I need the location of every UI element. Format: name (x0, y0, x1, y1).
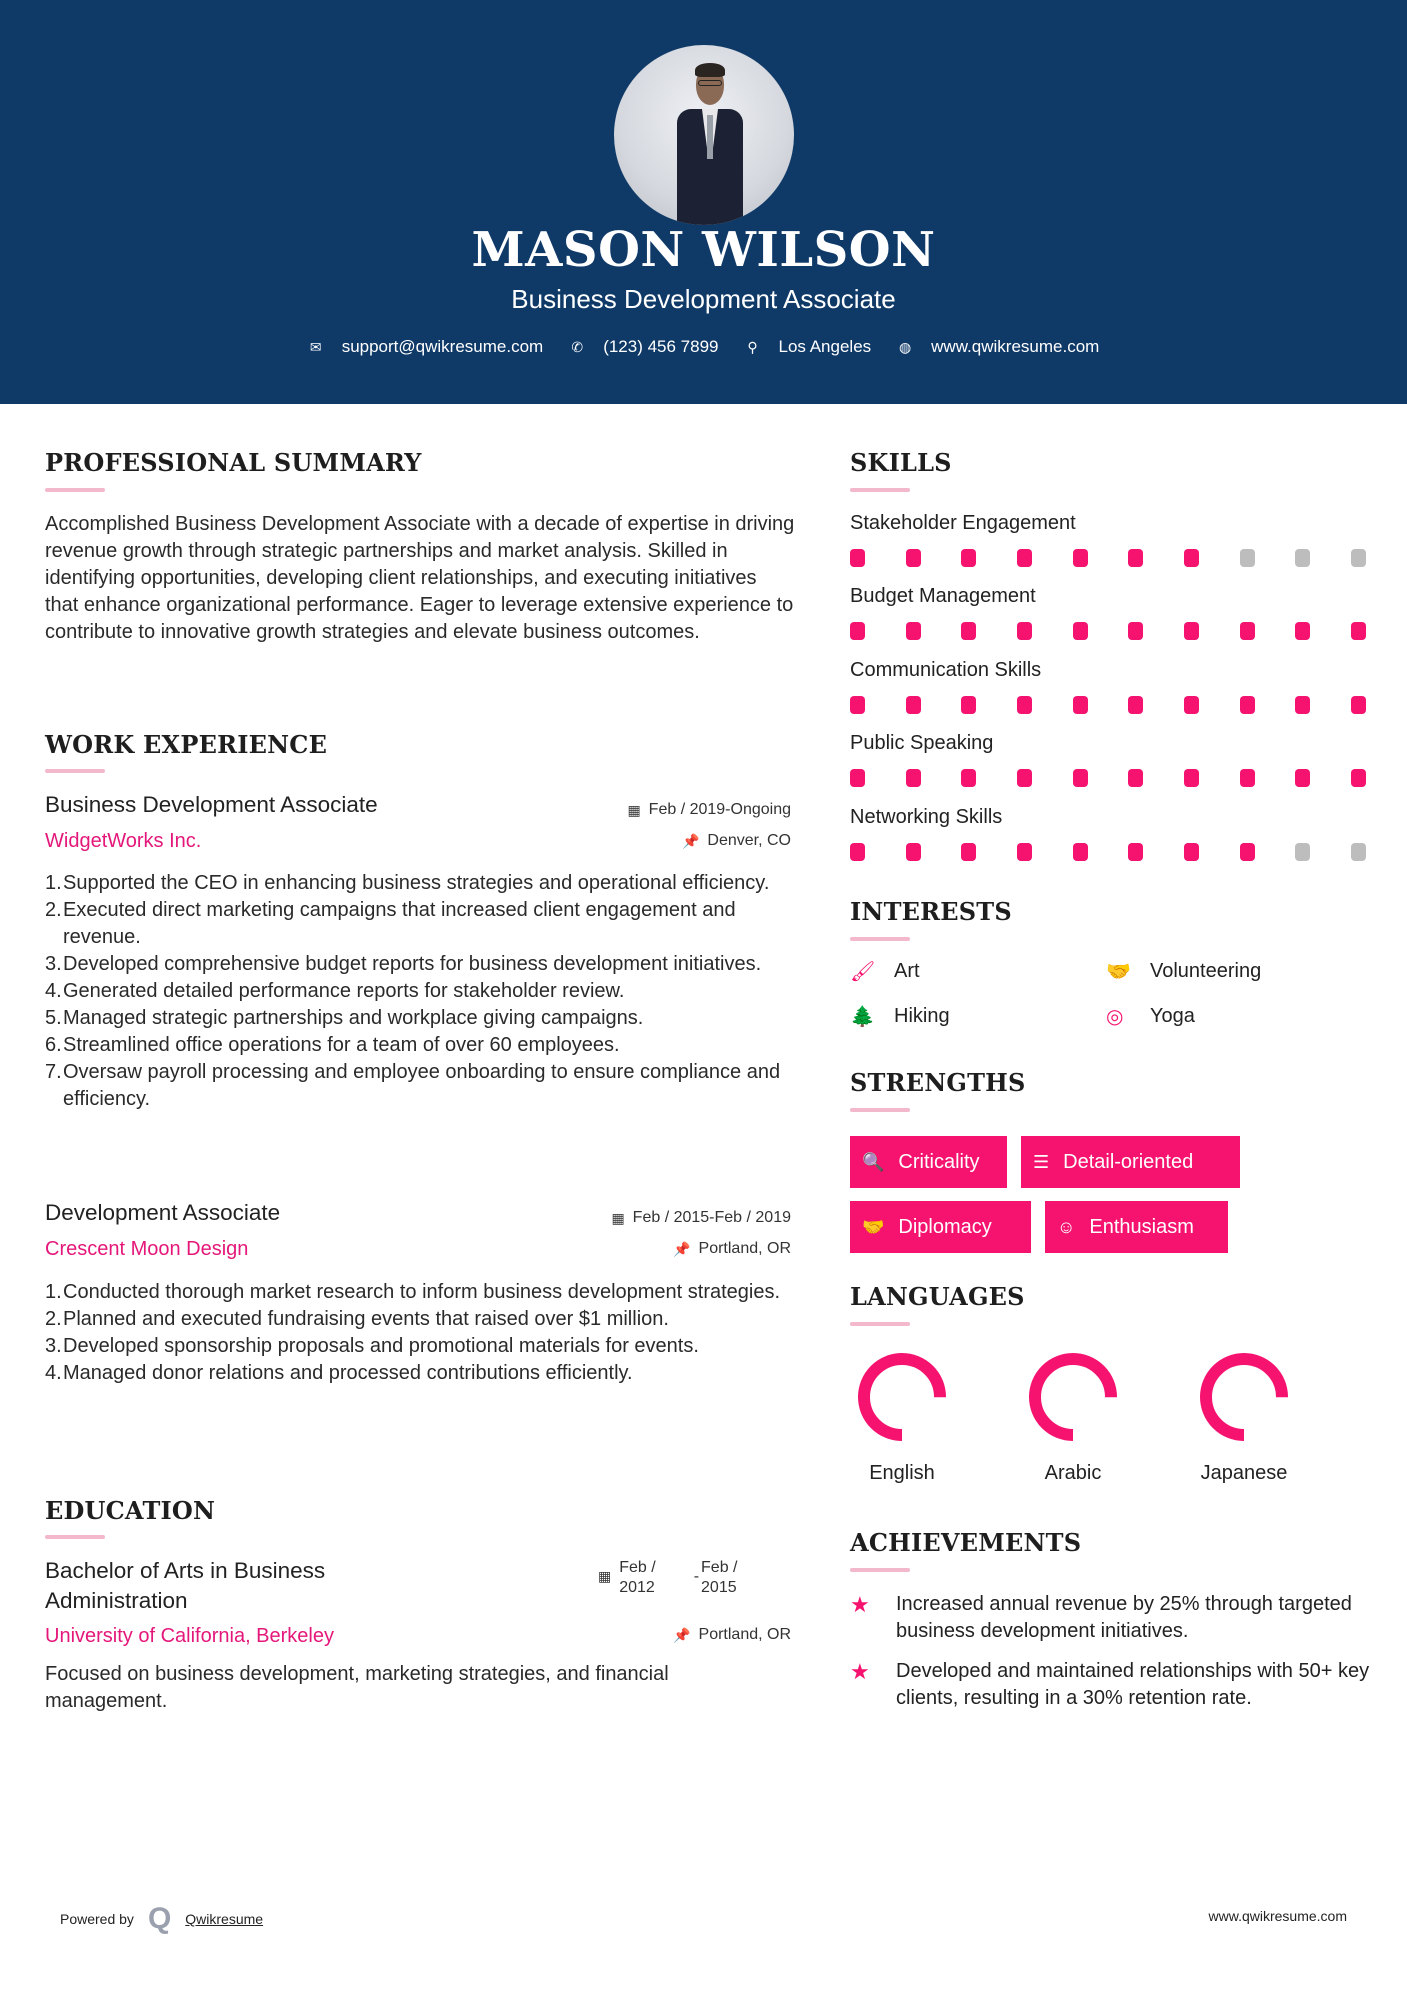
strength-label: Detail-oriented (1063, 1150, 1194, 1173)
tree-icon: 🌲 (850, 1006, 875, 1028)
language-label: Japanese (1200, 1462, 1288, 1484)
interest-item (850, 1004, 950, 1029)
job-location-text: Portland, OR (698, 1240, 791, 1257)
job-dates (560, 801, 791, 819)
summary-heading: PROFESSIONAL SUMMARY (45, 448, 422, 477)
skill-dot (1017, 696, 1032, 714)
interest-item (1106, 959, 1261, 984)
achievement-text: Developed and maintained relationships with 50+ key clients, resulting in a 30% retention rate. (896, 1660, 1370, 1709)
skill-dot (1184, 843, 1199, 861)
skill-dot (1128, 843, 1143, 861)
education-start-year: 2012 (619, 1579, 655, 1596)
contact-location (745, 337, 872, 357)
language-item (1018, 1352, 1128, 1485)
language-label: English (869, 1462, 935, 1484)
languages-heading: LANGUAGES (850, 1282, 1025, 1311)
strength-badge (850, 1136, 1007, 1188)
skill-dot (1017, 622, 1032, 640)
skill-dot (1073, 769, 1088, 787)
skill-dot (906, 843, 921, 861)
skill-dot (850, 622, 865, 640)
strength-label: Diplomacy (898, 1215, 992, 1238)
strength-label: Criticality (898, 1150, 980, 1173)
skill-dot (1295, 696, 1310, 714)
life-ring-icon: ◎ (1106, 1006, 1124, 1028)
achievements-underline (850, 1568, 910, 1572)
pin-icon: 📌 (673, 1626, 691, 1643)
skill-dot (1351, 843, 1366, 861)
skill-dot (1073, 843, 1088, 861)
skill-dot (1073, 549, 1088, 567)
list-item: 3. Developed comprehensive budget reports for business development initiatives. (45, 953, 762, 975)
list-item: 2. Executed direct marketing campaigns that increased client engagement and revenue. (45, 899, 736, 948)
qwikresume-logo-icon: Q (147, 1902, 172, 1935)
education-description: Focused on business development, marketing strategies, and financial management. (45, 1663, 669, 1712)
strength-badge (1021, 1136, 1240, 1188)
phone-icon: ✆ (571, 338, 584, 355)
calendar-icon: ▦ (598, 1568, 612, 1584)
skill-dot (850, 549, 865, 567)
language-progress-ring (1028, 1352, 1118, 1442)
skill-dot (906, 622, 921, 640)
skill-rating (850, 696, 1366, 714)
skill-dot (1351, 769, 1366, 787)
education-date-separator: - (693, 1568, 700, 1585)
resume-header (0, 0, 1407, 404)
interest-label: Art (894, 960, 920, 982)
handshake-icon: 🤝 (862, 1216, 885, 1237)
achievement-text: Increased annual revenue by 25% through targeted business development initiatives. (896, 1593, 1352, 1642)
contact-phone-text: (123) 456 7899 (603, 337, 719, 356)
skill-dot (1240, 696, 1255, 714)
education-location-text: Portland, OR (698, 1626, 791, 1643)
candidate-title: Business Development Associate (511, 284, 896, 314)
skill-rating (850, 769, 1366, 787)
education-heading: EDUCATION (45, 1496, 216, 1525)
interests-heading: INTERESTS (850, 897, 1012, 926)
candidate-name: MASON WILSON (471, 222, 936, 278)
job-location (560, 832, 791, 850)
company-name: WidgetWorks Inc. (45, 830, 202, 852)
pin-icon: 📌 (673, 1240, 691, 1257)
interest-item (850, 959, 920, 984)
contact-email-text: support@qwikresume.com (341, 337, 544, 356)
language-item (847, 1352, 957, 1485)
skill-dot (1240, 622, 1255, 640)
language-label: Arabic (1044, 1462, 1102, 1484)
achievements-heading: ACHIEVEMENTS (850, 1528, 1082, 1557)
job-title: Development Associate (45, 1200, 281, 1225)
skill-dot (961, 696, 976, 714)
search-icon: 🔍 (862, 1151, 885, 1172)
skill-dot (1351, 696, 1366, 714)
powered-by-text: Powered by (60, 1911, 134, 1927)
degree-title: Bachelor of Arts in Business Administration (45, 1558, 326, 1613)
skill-label: Networking Skills (850, 806, 1003, 828)
calendar-icon: ▦ (627, 801, 641, 818)
achievement-item (850, 1658, 1370, 1712)
strengths-heading: STRENGTHS (850, 1068, 1026, 1097)
globe-icon: ◍ (899, 338, 912, 355)
strength-label: Enthusiasm (1089, 1215, 1194, 1238)
brand-link[interactable]: Qwikresume (185, 1911, 264, 1927)
list-icon: ☰ (1033, 1151, 1050, 1172)
list-item: 7. Oversaw payroll processing and employee onboarding to ensure compliance and efficiency. (45, 1061, 781, 1110)
job-dates-text: Feb / 2015-Feb / 2019 (632, 1209, 791, 1226)
skill-dot (906, 696, 921, 714)
shooting-star-icon: ★ (850, 1659, 870, 1684)
skill-label: Public Speaking (850, 732, 994, 754)
skill-dot (961, 622, 976, 640)
contact-phone[interactable] (569, 337, 718, 357)
job-dates-text: Feb / 2019-Ongoing (648, 801, 791, 818)
calendar-icon: ▦ (611, 1209, 625, 1226)
skill-dot (1017, 843, 1032, 861)
skill-dot (850, 769, 865, 787)
experience-heading: WORK EXPERIENCE (45, 730, 328, 759)
interest-item (1106, 1004, 1195, 1029)
contact-website[interactable] (897, 337, 1099, 357)
skill-dot (961, 549, 976, 567)
profile-photo (614, 45, 794, 225)
contact-email[interactable] (308, 337, 544, 357)
list-item: 3. Developed sponsorship proposals and promotional materials for events. (45, 1335, 699, 1357)
map-marker-icon: ⚲ (747, 338, 758, 355)
skill-dot (1184, 696, 1199, 714)
contact-location-text: Los Angeles (778, 337, 872, 356)
list-item: 4. Generated detailed performance reports for stakeholder review. (45, 980, 625, 1002)
interest-label: Volunteering (1150, 960, 1262, 982)
skill-dot (1128, 696, 1143, 714)
contact-bar (0, 337, 1407, 357)
pin-icon: 📌 (681, 832, 700, 849)
education-start-month: Feb / (619, 1559, 656, 1576)
handshake-icon: 🤝 (1106, 961, 1131, 983)
skill-dot (1295, 549, 1310, 567)
skill-dot (1295, 622, 1310, 640)
envelope-icon: ✉ (309, 338, 322, 355)
skills-heading: SKILLS (850, 448, 952, 477)
strength-badge (850, 1201, 1031, 1253)
list-item: 5. Managed strategic partnerships and workplace giving campaigns. (45, 1007, 644, 1029)
interests-underline (850, 937, 910, 941)
interest-label: Hiking (894, 1005, 950, 1027)
list-item: 2. Planned and executed fundraising events that raised over $1 million. (45, 1308, 669, 1330)
education-dates (598, 1558, 738, 1598)
skill-dot (1351, 622, 1366, 640)
skill-dot (1295, 769, 1310, 787)
skill-label: Stakeholder Engagement (850, 512, 1076, 534)
skill-dot (1073, 696, 1088, 714)
skill-dot (1240, 549, 1255, 567)
summary-underline (45, 488, 105, 492)
shooting-star-icon: ★ (850, 1592, 870, 1617)
skill-dot (906, 549, 921, 567)
skill-dot (906, 769, 921, 787)
job-location (560, 1240, 791, 1258)
list-item: 6. Streamlined office operations for a team of over 60 employees. (45, 1034, 620, 1056)
job-bullets (45, 870, 795, 1113)
education-location (560, 1626, 791, 1644)
list-item: 1. Conducted thorough market research to inform business development strategies. (45, 1281, 781, 1303)
list-item: 4. Managed donor relations and processed contributions efficiently. (45, 1362, 633, 1384)
skill-dot (1351, 549, 1366, 567)
achievement-item (850, 1591, 1370, 1645)
skill-dot (1128, 622, 1143, 640)
skill-rating (850, 843, 1366, 861)
job-bullets (45, 1279, 795, 1387)
job-location-text: Denver, CO (707, 832, 791, 849)
footer-powered-by (60, 1902, 263, 1936)
education-underline (45, 1535, 105, 1539)
language-progress-ring (1199, 1352, 1289, 1442)
skill-dot (961, 843, 976, 861)
smile-icon: ☺ (1057, 1216, 1076, 1237)
skill-dot (1295, 843, 1310, 861)
contact-website-text: www.qwikresume.com (931, 337, 1100, 356)
skill-dot (1017, 549, 1032, 567)
skill-dot (1128, 769, 1143, 787)
skill-label: Budget Management (850, 585, 1036, 607)
skill-dot (1240, 843, 1255, 861)
language-item (1189, 1352, 1299, 1485)
skill-dot (1017, 769, 1032, 787)
job-title: Business Development Associate (45, 792, 378, 817)
skill-dot (850, 696, 865, 714)
languages-underline (850, 1322, 910, 1326)
company-name: Crescent Moon Design (45, 1238, 249, 1260)
skill-rating (850, 622, 1366, 640)
experience-underline (45, 769, 105, 773)
interest-label: Yoga (1150, 1005, 1195, 1027)
paintbrush-icon: 🖌 (850, 961, 876, 983)
skill-dot (1073, 622, 1088, 640)
list-item: 1. Supported the CEO in enhancing business strategies and operational efficiency. (45, 872, 770, 894)
footer-website-link[interactable]: www.qwikresume.com (1208, 1908, 1347, 1924)
strengths-underline (850, 1108, 910, 1112)
skills-underline (850, 488, 910, 492)
skill-label: Communication Skills (850, 659, 1042, 681)
skill-dot (1184, 769, 1199, 787)
education-end-month: Feb / (701, 1559, 738, 1576)
skill-dot (1184, 622, 1199, 640)
language-progress-ring (857, 1352, 947, 1442)
education-end-year: 2015 (701, 1579, 737, 1596)
skill-dot (1184, 549, 1199, 567)
summary-text: Accomplished Business Development Associate with a decade of expertise in driving revenue growth through strategic partnerships and market analysis. Skilled in identifying opportunities, developing client relationships, and executing initiatives that enhance organizational performance. Eager to leverage extensive experience to contribute to innovative growth strategies and elevate business outcomes. (45, 513, 795, 643)
school-name: University of California, Berkeley (45, 1625, 334, 1647)
job-dates (540, 1209, 791, 1227)
skill-dot (961, 769, 976, 787)
strength-badge (1045, 1201, 1228, 1253)
skill-rating (850, 549, 1366, 567)
skill-dot (850, 843, 865, 861)
skill-dot (1240, 769, 1255, 787)
skill-dot (1128, 549, 1143, 567)
